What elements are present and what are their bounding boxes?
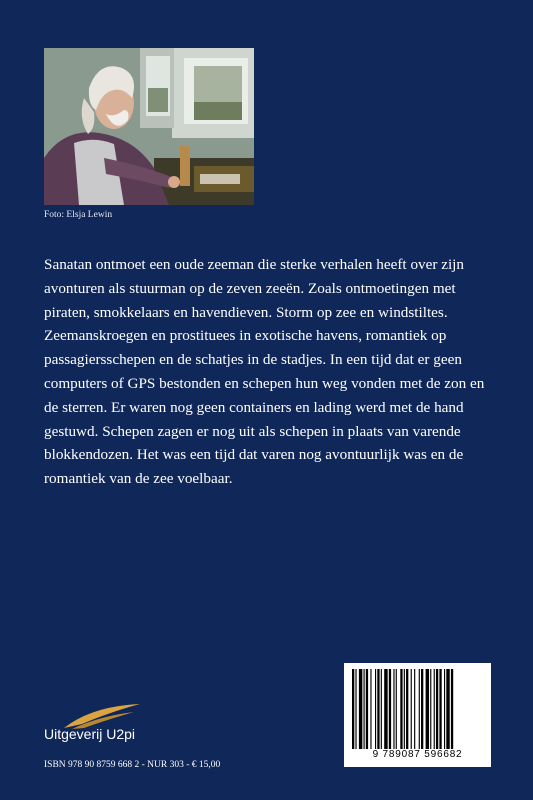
back-cover-blurb: Sanatan ontmoet een oude zeeman die sterke verhalen heeft over zijn avonturen als stuurman op de zeven zeeën. Zoals ontmoetingen met piraten, smokkelaars en havendieven. Storm op zee en windstiltes. Zeemanskroegen en prostituees in exotische havens, romantiek op passagiersschepen en de schatjes in de stadjes. In een tijd dat er geen computers of GPS bestonden en schepen hun weg vonden met de zon en de sterren. Er waren nog geen containers en lading werd met de hand gestuwd. Schepen zagen er nog uit als schepen in plaats van varende blokkendozen. Het was een tijd dat varen nog avontuurlijk was en de romantiek van de zee voelbaar. [44,256,485,488]
isbn-price-line: ISBN 978 90 8759 668 2 - NUR 303 - € 15,00 [44,760,221,770]
barcode-bars [352,669,483,749]
sailor-at-helm-photo [44,48,254,205]
photo-caption: Foto: Elsja Lewin [44,210,113,220]
cover-photo [44,48,254,205]
publisher-name: Uitgeverij U2pi [44,726,136,742]
isbn-barcode [344,663,491,767]
barcode-digits: 9 789087 596682 [372,749,463,760]
publisher-logo [44,702,194,752]
